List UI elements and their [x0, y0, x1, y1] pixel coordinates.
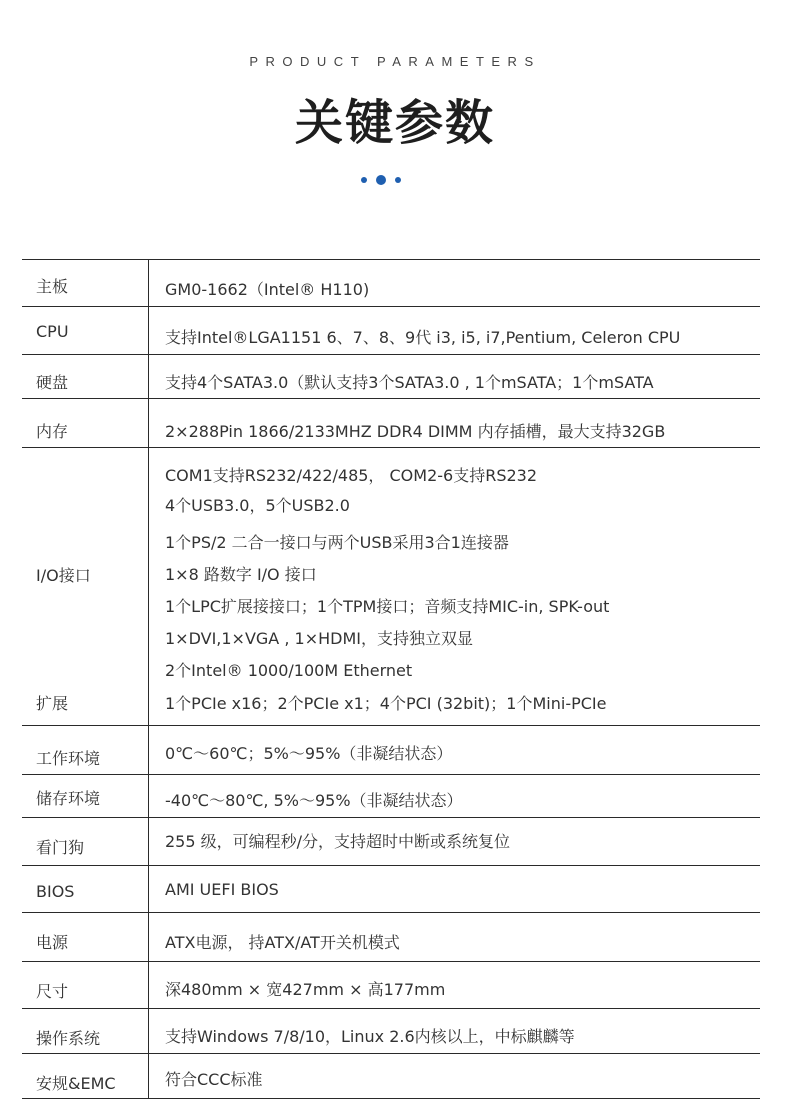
table-row-operating-environment	[22, 725, 760, 774]
row-value: 符合CCC标准	[165, 1070, 263, 1089]
row-label: 电源	[36, 933, 69, 952]
row-label: I/O接口	[36, 566, 91, 585]
section-subtitle: PRODUCT PARAMETERS	[249, 54, 541, 69]
table-row-watchdog	[22, 817, 760, 865]
row-value: 支持4个SATA3.0（默认支持3个SATA3.0 , 1个mSATA；1个mSATA	[165, 373, 654, 392]
row-value: AMI UEFI BIOS	[165, 880, 279, 899]
row-value: -40℃～80℃, 5%～95%（非凝结状态）	[165, 791, 463, 810]
dot-icon	[395, 177, 401, 183]
io-line: 1个PS/2 二合一接口与两个USB采用3合1连接器	[165, 533, 509, 552]
row-label: 硬盘	[36, 373, 69, 392]
table-row-mainboard	[22, 259, 760, 306]
table-row-dimensions	[22, 961, 760, 1008]
row-label: 看门狗	[36, 838, 85, 857]
row-value: 255 级，可编程秒/分，支持超时中断或系统复位	[165, 832, 511, 851]
row-label: 内存	[36, 422, 69, 441]
io-line: 1×8 路数字 I/O 接口	[165, 565, 317, 584]
table-row-cpu	[22, 306, 760, 354]
row-value: 0℃～60℃；5%～95%（非凝结状态）	[165, 744, 453, 763]
table-row-operating-system	[22, 1008, 760, 1053]
row-value: 深480mm × 宽427mm × 高177mm	[165, 980, 446, 999]
row-value: 2×288Pin 1866/2133MHZ DDR4 DIMM 内存插槽，最大支持32GB	[165, 422, 666, 441]
row-value: 支持Intel®LGA1151 6、7、8、9代 i3, i5, i7,Pentium, Celeron CPU	[165, 328, 681, 347]
row-label: 尺寸	[36, 982, 69, 1001]
io-line: 4个USB3.0，5个USB2.0	[165, 496, 350, 515]
table-row-storage-environment	[22, 774, 760, 817]
table-row-safety-emc	[22, 1053, 760, 1099]
row-label: BIOS	[36, 882, 75, 901]
row-value: 支持Windows 7/8/10，Linux 2.6内核以上，中标麒麟等	[165, 1027, 575, 1046]
io-line: 1×DVI,1×VGA , 1×HDMI，支持独立双显	[165, 629, 473, 648]
table-row-io	[22, 447, 760, 725]
table-row-power	[22, 912, 760, 961]
table-row-bios	[22, 865, 760, 912]
io-line: COM1支持RS232/422/485， COM2-6支持RS232	[165, 466, 538, 485]
io-line: 2个Intel® 1000/100M Ethernet	[165, 661, 413, 680]
row-label: 主板	[36, 277, 69, 296]
row-value: ATX电源， 持ATX/AT开关机模式	[165, 933, 400, 952]
row-label: 操作系统	[36, 1029, 101, 1048]
dot-icon	[376, 175, 386, 185]
row-label-expansion: 扩展	[36, 694, 69, 713]
title-decoration-dots	[0, 175, 790, 185]
row-label: 安规&EMC	[36, 1074, 116, 1093]
io-line: 1个PCIe x16；2个PCIe x1；4个PCI (32bit)；1个Mini-PCIe	[165, 694, 607, 713]
row-label: 工作环境	[36, 749, 101, 768]
row-label: 储存环境	[36, 789, 101, 808]
table-row-memory	[22, 398, 760, 447]
table-row-storage	[22, 354, 760, 398]
row-label: CPU	[36, 322, 69, 341]
row-value: GM0-1662（Intel® H110)	[165, 280, 370, 299]
page-title: 关键参数	[294, 95, 495, 151]
dot-icon	[361, 177, 367, 183]
parameters-table	[22, 259, 760, 1099]
io-line: 1个LPC扩展接接口；1个TPM接口；音频支持MIC-in, SPK-out	[165, 597, 610, 616]
